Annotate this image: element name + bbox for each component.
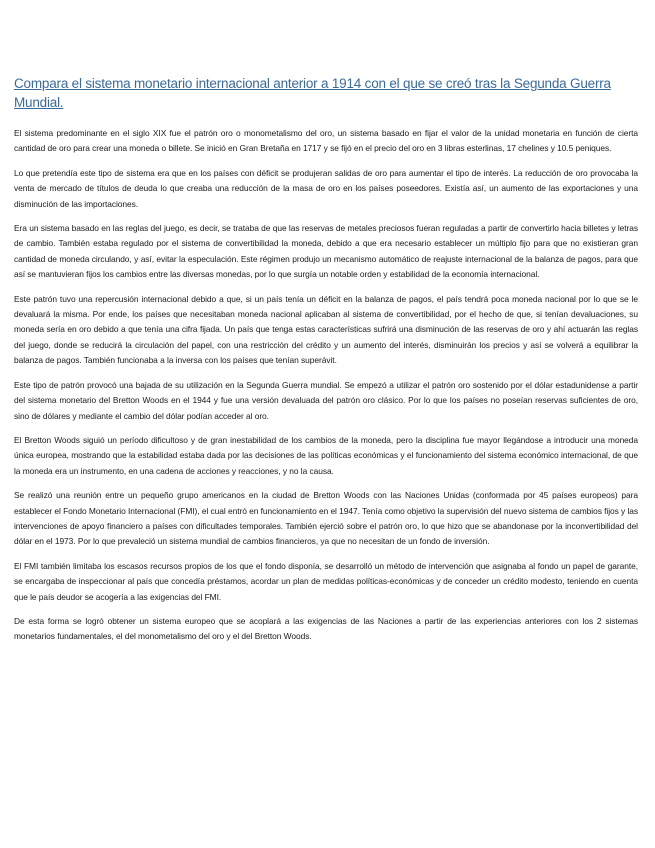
paragraph: Lo que pretendía este tipo de sistema era que en los países con déficit se produjeran salidas de oro para aumentar el tipo de interés. La reducción de oro provocaba la venta de mercado de títulos de deuda lo que creaba una reducción de la masa de oro en los países poseedores. Existía así, un aumento de las exportaciones y una disminución de las importaciones. — [14, 167, 638, 209]
document-title: Compara el sistema monetario internacional anterior a 1914 con el que se creó tras la Segunda Guerra Mundial. — [14, 76, 611, 110]
paragraph: El Bretton Woods siguió un período dificultoso y de gran inestabilidad de los cambios de la moneda, pero la disciplina fue mayor llegándose a introducir una moneda única europea, mostrando que la estabilidad estaba dada por las decisiones de las políticas económicas y el funcionamiento del sistema económico internacional, de que la moneda era un instrumento, en una cadena de acciones y reacciones, y no la causa. — [14, 434, 638, 476]
paragraph: El FMI también limitaba los escasos recursos propios de los que el fondo disponía, se desarrolló un método de intervención que asignaba al fondo un papel de garante, se encargaba de inspeccionar al país que concedía préstamos, acordar un plan de medidas políticas-económicas y de conceder un crédito modesto, teniendo en cuenta que le país deudor se acogería a las exigencias del FMI. — [14, 560, 638, 602]
paragraph: Este tipo de patrón provocó una bajada de su utilización en la Segunda Guerra mundial. Se empezó a utilizar el patrón oro sostenido por el dólar estadunidense a partir del sistema monetario del Bretton Woods en el 1944 y fue una versión devaluada del patrón oro clásico. Por lo que los países no poseían reservas suficientes de oro, sino de dólares y mediante el cambio del dólar podían acceder al oro. — [14, 379, 638, 421]
paragraph: Se realizó una reunión entre un pequeño grupo americanos en la ciudad de Bretton Woods con las Naciones Unidas (conformada por 45 países europeos) para establecer el Fondo Monetario Internacional (FMI), el cual entró en funcionamiento en el 1947. Tenía como objetivo la supervisión del nuevo sistema de cambios fijos y las intervenciones de apoyo financiero a países con dificultades temporales. También ejerció sobre el patrón oro, lo que hizo que se abandonase por la inconvertibilidad del dólar en el 1973. Por lo que prevaleció un sistema mundial de cambios financieros, ya que no necesitan de un fondo de inversión. — [14, 490, 639, 547]
document-page — [14, 74, 638, 654]
paragraph: De esta forma se logró obtener un sistema europeo que se acoplará a las exigencias de las Naciones a partir de las experiencias anteriores con los 2 sistemas monetarios fundamentales, el del monometalismo del oro y el del Bretton Woods. — [14, 615, 638, 642]
paragraph: El sistema predominante en el siglo XIX fue el patrón oro o monometalismo del oro, un sistema basado en fijar el valor de la unidad monetaria en función de cierta cantidad de oro para crear una moneda o billete. Se inició en Gran Bretaña en 1717 y se fijó en el precio del oro en 3 libras esterlinas, 17 chelines y 10.5 peniques. — [14, 128, 638, 154]
paragraph: Este patrón tuvo una repercusión internacional debido a que, si un país tenía un déficit en la balanza de pagos, el país tendrá poca moneda nacional por lo que se le devaluará la misma. Por ende, los países que necesitaban moneda nacional aplicaban al sistema de convertibilidad, por el hecho de que, si tenían devaluaciones, su moneda sería en oro debido a que tenía una cifra fijada. Un país que tenga estas características sufrirá una disminución de las reservas de oro y ahí actuarán las reglas del juego, donde se reducirá la circulación del papel, con una restricción del crédito y un aumento del interés, disminuirán los precios y así se volverá a equilibrar la balanza de pagos. También funcionaba a la inversa con los países que tenían superávit. — [14, 293, 638, 366]
paragraph: Era un sistema basado en las reglas del juego, es decir, se trataba de que las reservas de metales preciosos fueran reguladas a partir de convertirlo hacia billetes y letras de cambio. También estaba regulado por el sistema de convertibilidad la moneda, debido a que era necesario establecer un múltiplo fijo para que no existieran gran cantidad de moneda circulando, y así, evitar la especulación. Este régimen produjo un mecanismo automático de reajuste internacional de la balanza de pagos, para que así se mantuvieran fijos los cambios entre las diversas monedas, por lo que surgía un notable orden y estabilidad de la economía internacional. — [14, 223, 638, 280]
